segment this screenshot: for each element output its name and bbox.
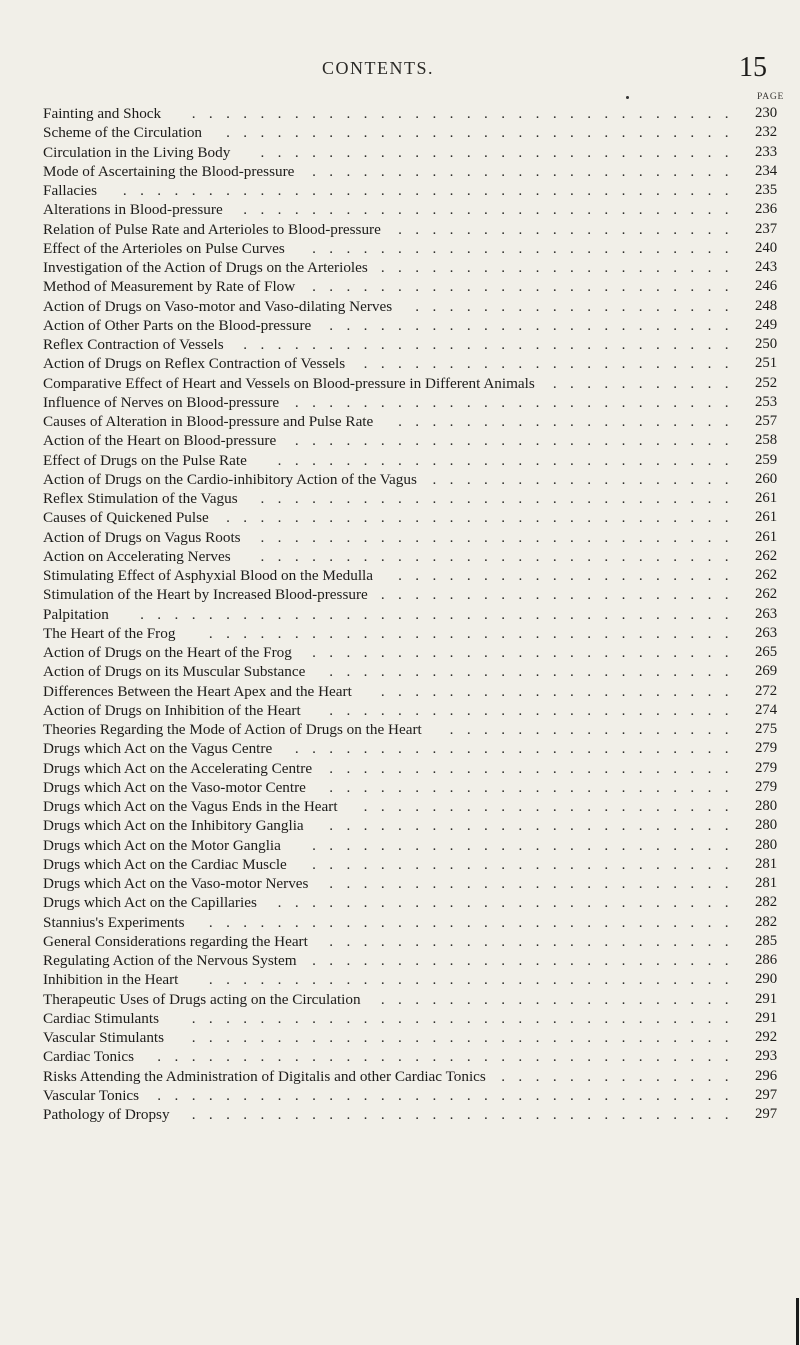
dot-leader: ................................	[191, 1009, 742, 1027]
toc-entry-title: Drugs which Act on the Vagus Ends in the Heart	[43, 798, 338, 815]
toc-entry-title: Drugs which Act on the Capillaries	[43, 894, 257, 912]
toc-entry-page: 246	[755, 278, 778, 295]
running-head	[0, 52, 800, 82]
dot-leader: ...............................	[208, 971, 742, 989]
dot-leader: ..................	[432, 470, 742, 488]
toc-entry	[0, 1105, 800, 1124]
toc-entry-title: Action of the Heart on Blood-pressure	[43, 432, 277, 450]
dot-leader: .........................	[312, 278, 742, 296]
toc-entry-title: Influence of Nerves on Blood-pressure	[43, 393, 280, 411]
toc-entry	[0, 951, 800, 970]
toc-entry	[0, 200, 800, 219]
dot-leader: ........................	[329, 875, 742, 892]
dot-leader: ..............	[501, 1067, 742, 1085]
toc-entry-title: Vascular Tonics	[43, 1086, 140, 1104]
toc-entry-title: Risks Attending the Administration of Digitalis and other Cardiac Tonics	[43, 1067, 486, 1085]
dot-leader: ............................	[260, 547, 742, 565]
toc-entry-title: Inhibition in the Heart	[43, 971, 179, 989]
toc-entry-page: 282	[755, 894, 778, 911]
dot-leader: ...................................	[140, 605, 742, 623]
toc-entry	[0, 1047, 800, 1066]
toc-entry	[0, 739, 800, 758]
toc-entry-title: Action on Accelerating Nerves	[43, 547, 231, 565]
toc-entry	[0, 913, 800, 932]
toc-entry-page: 233	[755, 143, 778, 160]
toc-entry	[0, 662, 800, 681]
toc-entry-title: Action of Other Parts on the Blood-pressure	[43, 316, 312, 334]
toc-entry-title: Drugs which Act on the Accelerating Centre	[43, 759, 313, 777]
toc-entry-title: Action of Drugs on Vagus Roots	[43, 528, 241, 546]
toc-entry-title: Theories Regarding the Mode of Action of Drugs on the Heart	[43, 721, 422, 738]
toc-entry	[0, 412, 800, 431]
dot-leader: ....................	[398, 220, 742, 238]
toc-entry-title: Stimulating Effect of Asphyxial Blood on the Medulla	[43, 567, 374, 584]
toc-entry-page: 253	[755, 393, 778, 410]
toc-entry-title: Pathology of Dropsy	[43, 1106, 170, 1123]
dot-leader: .........................	[312, 644, 742, 661]
toc-entry-page: 279	[755, 759, 778, 776]
toc-entry-page: 296	[755, 1067, 778, 1084]
toc-entry-page: 234	[755, 162, 778, 179]
print-speck	[626, 96, 629, 99]
toc-entry-title: Stannius's Experiments	[43, 913, 185, 931]
dot-leader: ............................	[260, 528, 742, 546]
dot-leader: .............................	[243, 336, 742, 353]
toc-entry-page: 243	[755, 259, 778, 275]
dot-leader: .........................	[312, 836, 742, 854]
toc-entry-page: 282	[755, 913, 778, 930]
toc-entry-page: 286	[755, 952, 778, 968]
toc-entry-title: Action of Drugs on Vaso-motor and Vaso-dilating Nerves	[43, 297, 393, 315]
toc-entry-title: Cardiac Stimulants	[43, 1009, 159, 1027]
toc-entry-page: 275	[755, 721, 778, 737]
dot-leader: ........................	[329, 817, 742, 835]
running-head-title: CONTENTS.	[322, 58, 434, 78]
toc-entry-title: Action of Drugs on Reflex Contraction of Vessels	[43, 355, 346, 373]
dot-leader: ......................	[363, 355, 742, 373]
toc-entry-page: 237	[755, 220, 778, 237]
toc-entry-page: 291	[755, 1009, 778, 1026]
toc-entry-title: Scheme of the Circulation	[43, 124, 203, 142]
toc-entry-page: 232	[755, 124, 778, 141]
toc-entry	[0, 566, 800, 585]
toc-entry-page: 261	[755, 490, 778, 506]
toc-entry	[0, 1067, 800, 1086]
dot-leader: ..................................	[157, 1048, 742, 1066]
toc-entry	[0, 720, 800, 739]
dot-leader: .....................	[380, 586, 742, 604]
dot-leader: ........................	[329, 759, 742, 777]
dot-leader: ...........................	[277, 451, 742, 469]
toc-entry	[0, 990, 800, 1009]
toc-entry-title: Drugs which Act on the Vaso-motor Centre	[43, 778, 306, 796]
toc-entry-title: Differences Between the Heart Apex and the Heart	[43, 682, 352, 700]
dot-leader: .........................	[312, 952, 742, 969]
dot-leader: .................	[449, 721, 742, 738]
toc-entry	[0, 374, 800, 393]
toc-entry-title: Drugs which Act on the Cardiac Muscle	[43, 855, 287, 873]
toc-entry-page: 261	[755, 528, 778, 545]
toc-entry-title: Mode of Ascertaining the Blood-pressure	[43, 162, 295, 180]
toc-entry-page: 250	[755, 336, 778, 352]
dot-leader: .........................	[312, 855, 742, 873]
dot-leader: ...........................	[277, 894, 742, 912]
dot-leader: ....................................	[122, 182, 742, 199]
toc-entry-title: Alterations in Blood-pressure	[43, 201, 223, 219]
toc-entry	[0, 893, 800, 912]
toc-entry-title: Drugs which Act on the Inhibitory Ganglia	[43, 817, 304, 835]
toc-entry-title: Drugs which Act on the Vaso-motor Nerves	[43, 875, 309, 892]
toc-entry	[0, 508, 800, 527]
toc-entry-title: Relation of Pulse Rate and Arterioles to Blood-pressure	[43, 220, 381, 238]
toc-entry-title: Action of Drugs on the Heart of the Frog	[43, 644, 292, 661]
dot-leader: ........................	[329, 316, 742, 334]
dot-leader: ............................	[260, 490, 742, 507]
toc-entry-page: 290	[755, 971, 778, 988]
toc-entry	[0, 258, 800, 277]
toc-entry-title: Circulation in the Living Body	[43, 143, 231, 161]
toc-entry-title: Fainting and Shock	[43, 105, 162, 122]
dot-leader: .........................	[312, 239, 742, 257]
dot-leader: ...............................	[208, 913, 742, 931]
toc-entry-title: Action of Drugs on its Muscular Substance	[43, 663, 306, 681]
toc-entry-page: 262	[755, 547, 778, 564]
toc-entry	[0, 239, 800, 258]
toc-entry-page: 249	[755, 316, 778, 333]
toc-entry	[0, 547, 800, 566]
toc-entry	[0, 181, 800, 200]
toc-entry-page: 236	[755, 201, 778, 218]
toc-entry	[0, 624, 800, 643]
dot-leader: ...........	[552, 374, 742, 392]
toc-entry-title: Drugs which Act on the Vagus Centre	[43, 740, 273, 758]
dot-leader: ..........................	[294, 393, 742, 411]
page-number: 15	[739, 52, 767, 83]
toc-entry-title: General Considerations regarding the Heart	[43, 932, 308, 950]
toc-entry-title: Action of Drugs on Inhibition of the Heart	[43, 701, 301, 719]
dot-leader: ..........................	[294, 740, 742, 758]
toc-entry	[0, 759, 800, 778]
toc-entry-title: Causes of Quickened Pulse	[43, 509, 209, 527]
toc-entry	[0, 220, 800, 239]
toc-entry-title: Reflex Contraction of Vessels	[43, 336, 224, 353]
toc-entry-page: 280	[755, 798, 778, 814]
toc-entry-title: Palpitation	[43, 605, 109, 623]
toc-entry-page: 262	[755, 567, 778, 583]
dot-leader: ..............................	[226, 509, 742, 527]
toc-entry	[0, 682, 800, 701]
toc-entry-title: Drugs which Act on the Motor Ganglia	[43, 836, 281, 854]
toc-entry-page: 257	[755, 413, 778, 429]
dot-leader: .....................	[380, 682, 742, 700]
toc-entry-page: 292	[755, 1029, 778, 1045]
page-column-label: PAGE	[757, 92, 785, 102]
toc-entry	[0, 470, 800, 489]
toc-entry-page: 263	[755, 605, 778, 622]
dot-leader: ........................	[329, 932, 742, 950]
dot-leader: ........................	[329, 663, 742, 681]
toc-entry-page: 230	[755, 105, 778, 121]
dot-leader: ......................	[363, 798, 742, 815]
toc-entry-title: Effect of the Arterioles on Pulse Curves	[43, 239, 285, 257]
toc-entry-page: 291	[755, 990, 778, 1007]
toc-entry-title: Reflex Stimulation of the Vagus	[43, 490, 238, 507]
toc-entry	[0, 855, 800, 874]
toc-entry	[0, 431, 800, 450]
toc-entry-page: 281	[755, 855, 778, 872]
toc-entry-page: 293	[755, 1048, 778, 1065]
toc-entry-title: Cardiac Tonics	[43, 1048, 135, 1066]
contents-list	[0, 104, 800, 1124]
toc-entry-page: 252	[755, 374, 778, 391]
toc-entry-title: Vascular Stimulants	[43, 1029, 165, 1046]
dot-leader: ................................	[191, 1029, 742, 1046]
dot-leader: ............................	[260, 143, 742, 161]
toc-entry-page: 285	[755, 932, 778, 949]
toc-entry-page: 269	[755, 663, 778, 680]
toc-entry	[0, 585, 800, 604]
toc-entry-page: 274	[755, 701, 778, 718]
toc-entry	[0, 970, 800, 989]
toc-entry-page: 240	[755, 239, 778, 256]
toc-entry-page: 258	[755, 432, 778, 449]
toc-entry-page: 265	[755, 644, 778, 660]
toc-entry-title: The Heart of the Frog	[43, 624, 176, 642]
dot-leader: ..........................	[294, 432, 742, 450]
toc-entry-page: 260	[755, 470, 778, 487]
toc-entry-page: 235	[755, 182, 778, 198]
toc-entry-title: Investigation of the Action of Drugs on the Arterioles	[43, 259, 368, 276]
toc-entry-page: 261	[755, 509, 778, 526]
dot-leader: ...............................	[208, 624, 742, 642]
toc-entry-page: 272	[755, 682, 778, 699]
toc-entry-title: Stimulation of the Heart by Increased Blood-pressure	[43, 586, 368, 604]
toc-entry	[0, 643, 800, 662]
toc-entry	[0, 1028, 800, 1047]
toc-entry	[0, 143, 800, 162]
toc-entry	[0, 528, 800, 547]
toc-entry	[0, 1009, 800, 1028]
toc-entry-page: 259	[755, 451, 778, 468]
toc-entry-page: 248	[755, 297, 778, 314]
toc-entry	[0, 701, 800, 720]
toc-entry	[0, 393, 800, 412]
toc-entry-page: 263	[755, 624, 778, 641]
dot-leader: ...................	[415, 297, 742, 315]
toc-entry	[0, 489, 800, 508]
toc-entry	[0, 1086, 800, 1105]
page-edge-mark	[796, 1298, 799, 1345]
toc-entry-title: Fallacies	[43, 182, 97, 199]
dot-leader: ........................	[329, 701, 742, 719]
toc-entry	[0, 451, 800, 470]
dot-leader: ....................	[398, 413, 742, 430]
toc-entry	[0, 123, 800, 142]
toc-entry	[0, 797, 800, 816]
toc-entry	[0, 932, 800, 951]
toc-entry	[0, 335, 800, 354]
toc-entry-page: 262	[755, 586, 778, 603]
toc-entry-title: Effect of Drugs on the Pulse Rate	[43, 451, 247, 469]
toc-entry	[0, 104, 800, 123]
toc-entry-title: Causes of Alteration in Blood-pressure and Pulse Rate	[43, 413, 374, 430]
toc-entry-page: 280	[755, 817, 778, 834]
dot-leader: ........................	[329, 778, 742, 796]
dot-leader: .....................	[380, 990, 742, 1008]
toc-entry	[0, 162, 800, 181]
dot-leader: ..............................	[226, 124, 742, 142]
toc-entry-page: 251	[755, 355, 778, 372]
toc-entry-page: 279	[755, 740, 778, 757]
toc-entry	[0, 874, 800, 893]
toc-entry	[0, 816, 800, 835]
toc-entry	[0, 316, 800, 335]
toc-entry-page: 280	[755, 836, 778, 853]
toc-entry	[0, 297, 800, 316]
toc-entry-page: 279	[755, 778, 778, 795]
dot-leader: .............................	[243, 201, 742, 219]
toc-entry	[0, 778, 800, 797]
dot-leader: .....................	[380, 259, 742, 276]
toc-entry-page: 297	[755, 1086, 778, 1103]
toc-entry-title: Action of Drugs on the Cardio-inhibitory Action of the Vagus	[43, 470, 417, 488]
toc-entry	[0, 836, 800, 855]
toc-entry-page: 281	[755, 875, 778, 891]
dot-leader: .........................	[312, 162, 742, 180]
toc-entry-page: 297	[755, 1106, 778, 1122]
toc-entry	[0, 277, 800, 296]
toc-entry-title: Therapeutic Uses of Drugs acting on the Circulation	[43, 990, 361, 1008]
dot-leader: ..................................	[157, 1086, 742, 1104]
dot-leader: ................................	[191, 1106, 742, 1123]
toc-entry	[0, 605, 800, 624]
dot-leader: ....................	[398, 567, 742, 584]
dot-leader: ................................	[191, 105, 742, 122]
toc-entry-title: Comparative Effect of Heart and Vessels on Blood-pressure in Different Animals	[43, 374, 535, 392]
toc-entry-title: Method of Measurement by Rate of Flow	[43, 278, 296, 296]
toc-entry	[0, 354, 800, 373]
toc-entry-title: Regulating Action of the Nervous System	[43, 952, 297, 969]
